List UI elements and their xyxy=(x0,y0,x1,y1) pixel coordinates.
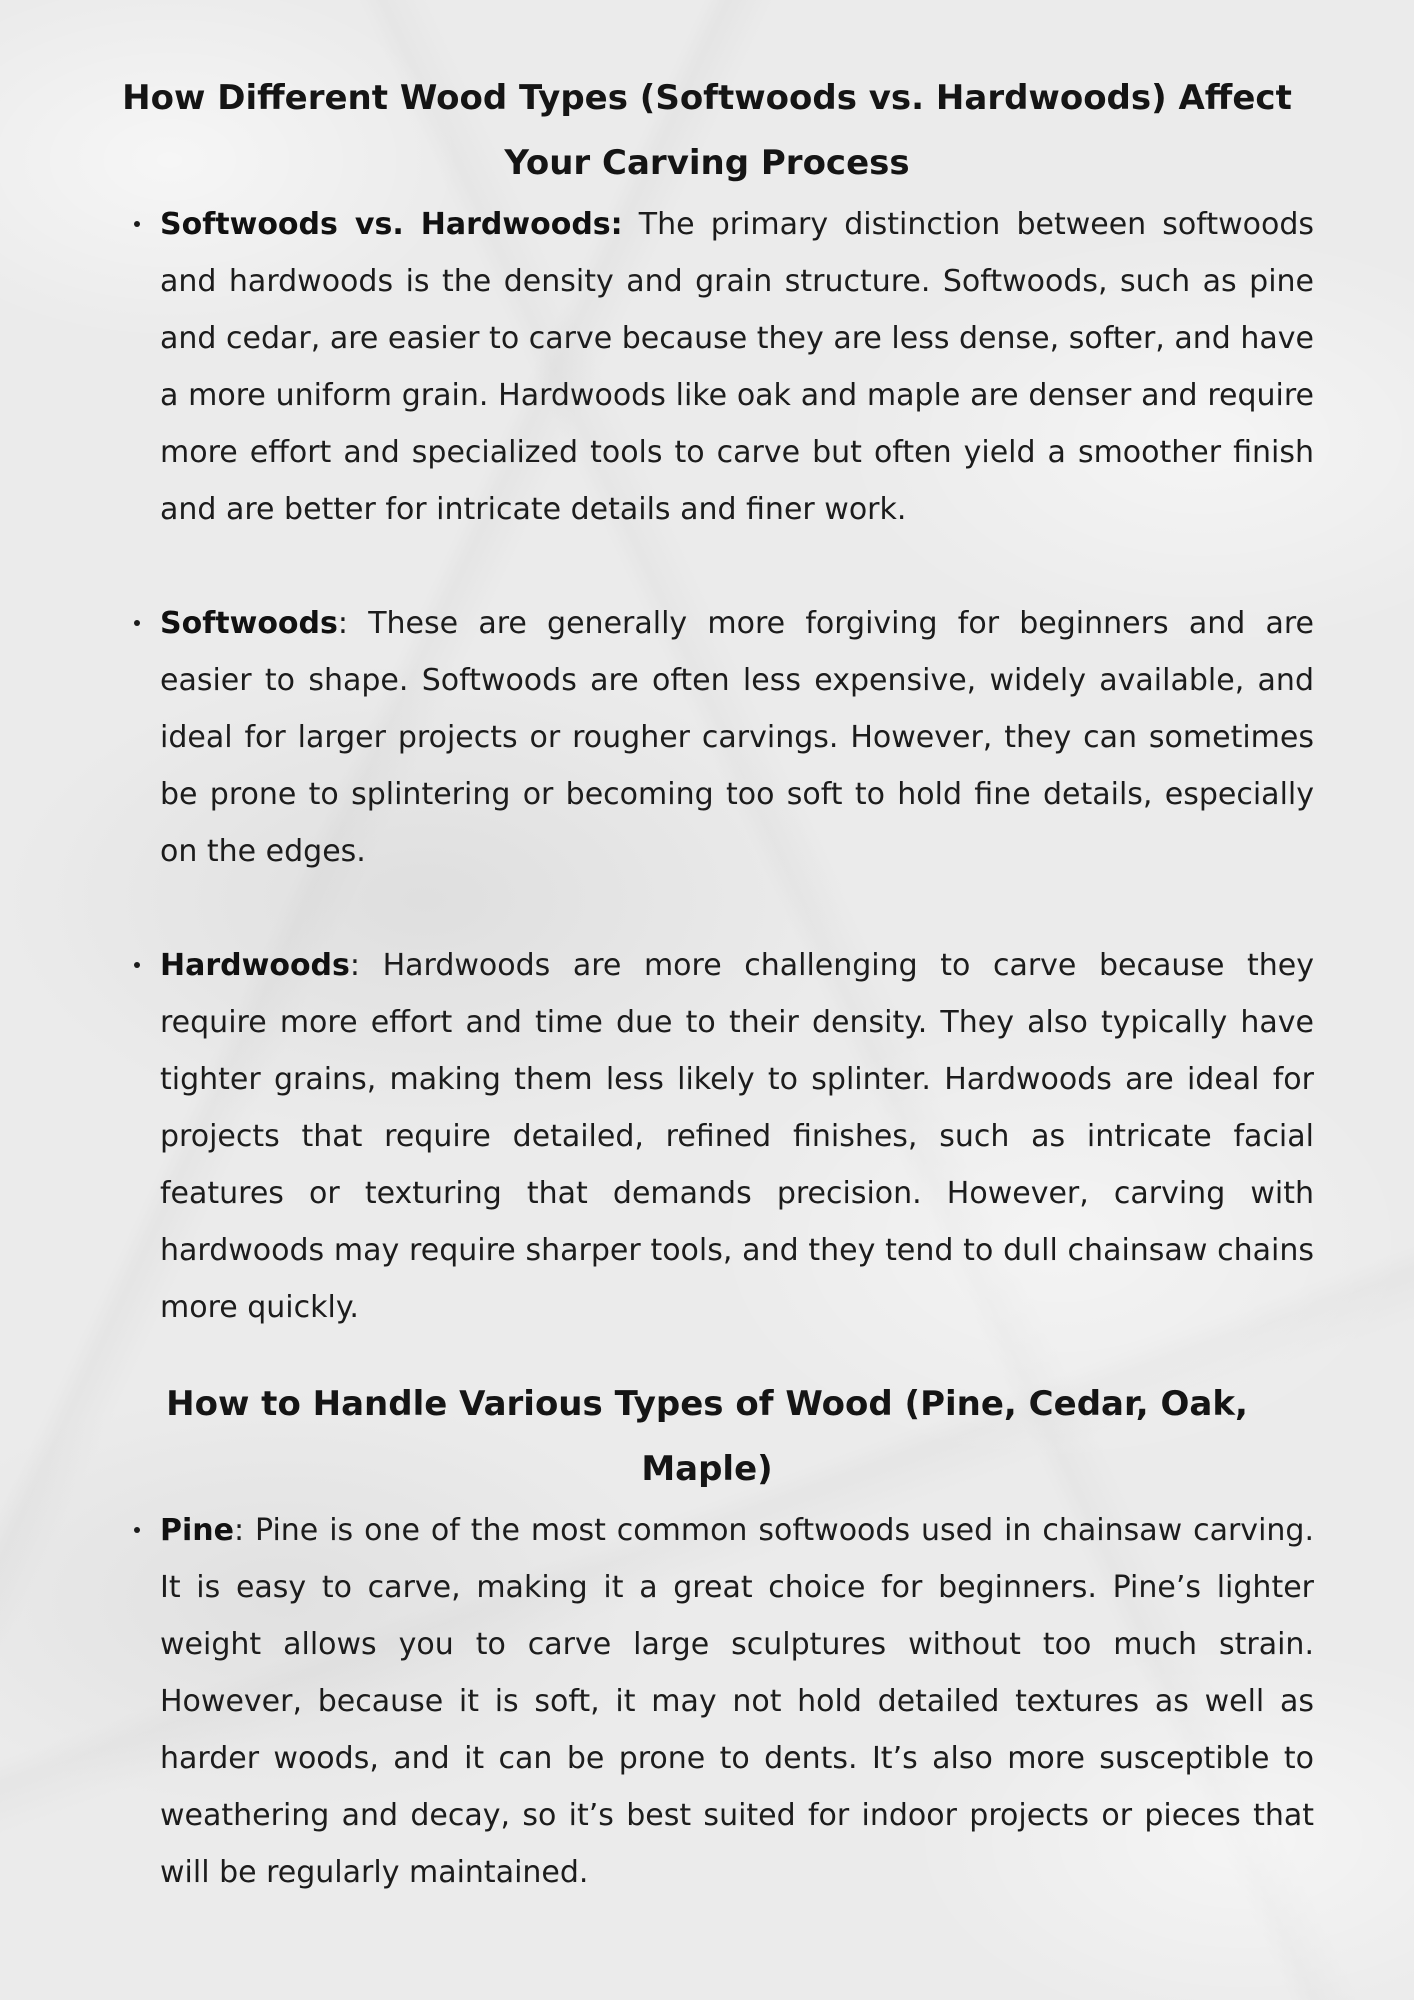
item-text: The primary distinction between softwoods and hardwoods is the density and grain structure. Softwoods, such as pine and cedar, are easier to carve because they are less dense, softer, and have a more uniform grain. Hardwoods like oak and maple are denser and require more effort and specialized tools to carve but often yield a smoother finish and are better for intricate details and finer work. xyxy=(160,207,1315,527)
bullet-icon xyxy=(134,1527,140,1533)
section-heading-handling-wood: How to Handle Various Types of Wood (Pine, Cedar, Oak, Maple) xyxy=(166,1384,1248,1489)
section-handling-wood xyxy=(100,1372,1314,1901)
list-item-pine xyxy=(100,1502,1314,1901)
bullet-icon xyxy=(134,620,140,626)
bullet-icon xyxy=(134,221,140,227)
item-text: : Pine is one of the most common softwoods used in chainsaw carving. It is easy to carve, making it a great choice for beginners. Pine’s lighter weight allows you to carve large sculptures without too much strain. However, because it is soft, it may not hold detailed textures as well as harder woods, and it can be prone to dents. It’s also more susceptible to weathering and decay, so it’s best suited for indoor projects or pieces that will be regularly maintained. xyxy=(160,1513,1314,1890)
item-text: : These are generally more forgiving for beginners and are easier to shape. Softwoods are often less expensive, widely available, and ideal for larger projects or rougher carvings. However, they can sometimes be prone to splintering or becoming too soft to hold fine details, especially on the edges. xyxy=(160,606,1314,869)
item-term: Softwoods vs. Hardwoods: xyxy=(160,207,623,242)
item-term: Pine xyxy=(160,1513,234,1548)
item-term: Hardwoods xyxy=(160,948,350,983)
list-spacer xyxy=(100,538,1314,595)
list-item-hardwoods xyxy=(100,937,1314,1336)
list-item-softwoods-vs-hardwoods xyxy=(100,196,1314,538)
item-term: Softwoods xyxy=(160,606,338,641)
list-spacer xyxy=(100,880,1314,937)
bullet-icon xyxy=(134,962,140,968)
section-heading-wood-types: How Different Wood Types (Softwoods vs. Hardwoods) Affect Your Carving Process xyxy=(122,78,1292,183)
wood-types-list xyxy=(100,196,1314,1336)
wood-handling-list xyxy=(100,1502,1314,1901)
list-item-softwoods xyxy=(100,595,1314,880)
item-text: : Hardwoods are more challenging to carve because they require more effort and time due to their density. They also typically have tighter grains, making them less likely to splinter. Hardwoods are ideal for projects that require detailed, refined finishes, such as intricate facial features or texturing that demands precision. However, carving with hardwoods may require sharper tools, and they tend to dull chainsaw chains more quickly. xyxy=(160,948,1314,1325)
